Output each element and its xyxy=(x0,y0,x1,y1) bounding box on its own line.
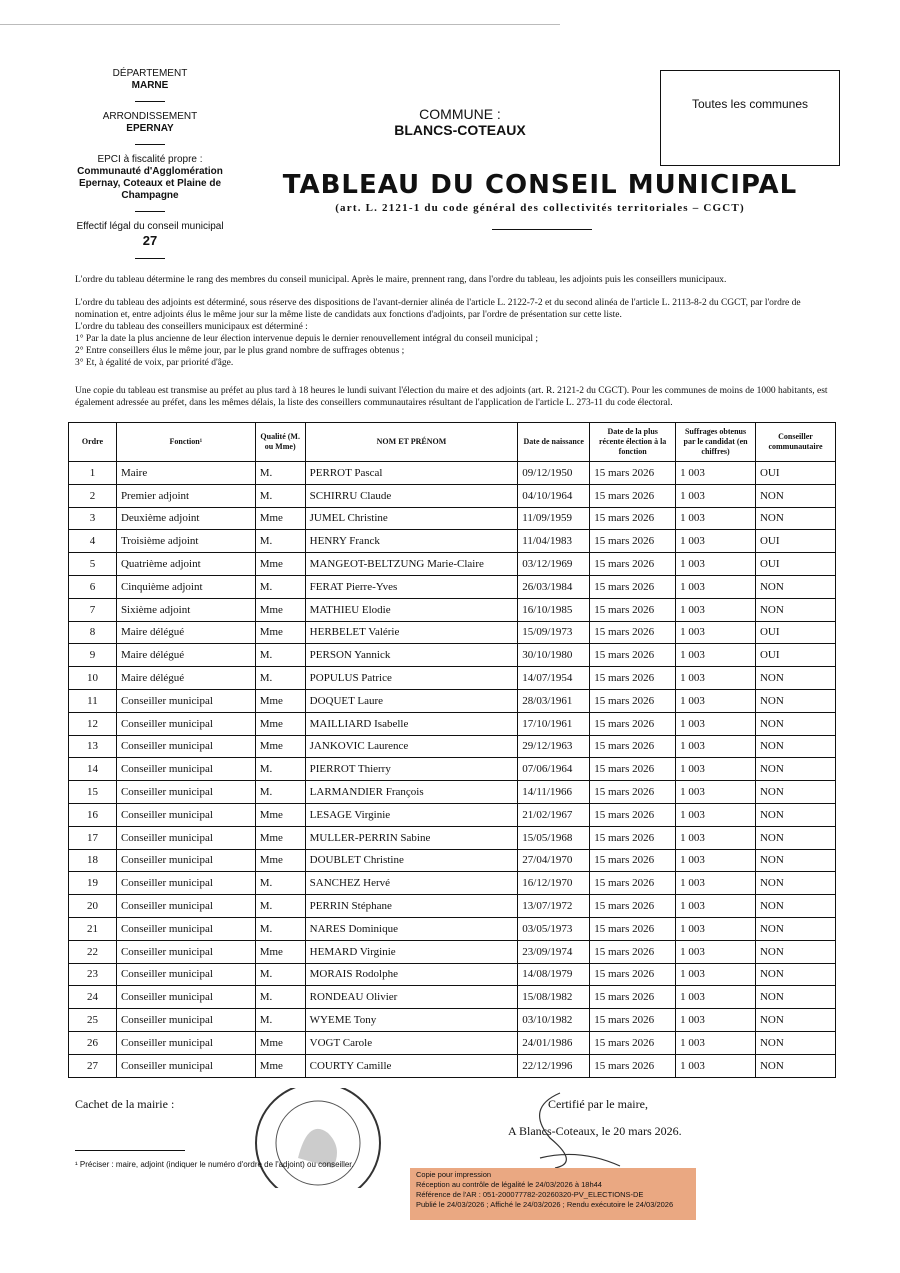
table-cell: 22 xyxy=(69,940,117,963)
column-header: Ordre xyxy=(69,423,117,462)
table-cell: 15 mars 2026 xyxy=(590,644,676,667)
table-row xyxy=(69,712,836,735)
table-cell: NON xyxy=(755,917,835,940)
table-cell: 14/11/1966 xyxy=(518,781,590,804)
table-cell: Conseiller municipal xyxy=(116,712,255,735)
table-cell: DOUBLET Christine xyxy=(305,849,518,872)
table-cell: Maire délégué xyxy=(116,644,255,667)
table-cell: NON xyxy=(755,895,835,918)
table-cell: Conseiller municipal xyxy=(116,849,255,872)
table-cell: 1 003 xyxy=(676,1054,756,1077)
table-cell: 1 003 xyxy=(676,826,756,849)
table-row xyxy=(69,735,836,758)
table-cell: Mme xyxy=(255,1031,305,1054)
table-cell: 1 003 xyxy=(676,553,756,576)
table-cell: M. xyxy=(255,917,305,940)
table-cell: OUI xyxy=(755,530,835,553)
table-cell: 27/04/1970 xyxy=(518,849,590,872)
departement: MARNE xyxy=(131,80,169,91)
council-table xyxy=(68,422,836,1078)
table-cell: 15 mars 2026 xyxy=(590,803,676,826)
footnote-rule xyxy=(75,1150,185,1151)
table-row xyxy=(69,530,836,553)
table-cell: 1 003 xyxy=(676,986,756,1009)
table-cell: 14 xyxy=(69,758,117,781)
table-cell: 15 mars 2026 xyxy=(590,553,676,576)
table-cell: NON xyxy=(755,803,835,826)
paragraph: Une copie du tableau est transmise au préfet au plus tard à 18 heures le lundi suivant l'élection du maire et des adjoints (art. R. 2121-2 du CGCT). Pour les communes de moins de 1000 habitants, est également adressée au préfet, dans les mêmes délais, la liste des conseillers communautaires résultant de l'application de l'article L. 273-11 du code électoral. xyxy=(75,386,828,408)
paragraph: 3° Et, à égalité de voix, par priorité d'âge. xyxy=(75,358,234,368)
table-cell: 07/06/1964 xyxy=(518,758,590,781)
table-cell: 23 xyxy=(69,963,117,986)
table-cell: 1 003 xyxy=(676,735,756,758)
table-cell: PERROT Pascal xyxy=(305,462,518,485)
table-cell: NON xyxy=(755,598,835,621)
table-cell: PERRIN Stéphane xyxy=(305,895,518,918)
table-cell: OUI xyxy=(755,621,835,644)
table-cell: 1 003 xyxy=(676,758,756,781)
table-cell: 29/12/1963 xyxy=(518,735,590,758)
effectif-label: Effectif légal du conseil municipal xyxy=(76,221,224,232)
arrondissement: EPERNAY xyxy=(126,123,174,134)
table-cell: 1 003 xyxy=(676,621,756,644)
signature xyxy=(520,1088,630,1178)
table-cell: NON xyxy=(755,1031,835,1054)
table-cell: Conseiller municipal xyxy=(116,963,255,986)
table-cell: 10 xyxy=(69,667,117,690)
table-cell: 15 mars 2026 xyxy=(590,689,676,712)
table-cell: MANGEOT-BELTZUNG Marie-Claire xyxy=(305,553,518,576)
table-row xyxy=(69,689,836,712)
column-header: NOM ET PRÉNOM xyxy=(305,423,518,462)
table-cell: 17 xyxy=(69,826,117,849)
table-row xyxy=(69,507,836,530)
column-header: Conseiller communautaire xyxy=(755,423,835,462)
table-cell: 04/10/1964 xyxy=(518,484,590,507)
table-cell: 16 xyxy=(69,803,117,826)
receipt-line: Référence de l'AR : 051-200077782-20260320-PV_ELECTIONS-DE xyxy=(416,1190,644,1199)
table-cell: NON xyxy=(755,781,835,804)
table-cell: NON xyxy=(755,1009,835,1032)
table-cell: Conseiller municipal xyxy=(116,1009,255,1032)
table-cell: Quatrième adjoint xyxy=(116,553,255,576)
commune-name: BLANCS-COTEAUX xyxy=(394,122,526,138)
commune-block xyxy=(360,106,560,138)
table-cell: 21/02/1967 xyxy=(518,803,590,826)
table-cell: 1 003 xyxy=(676,575,756,598)
table-row xyxy=(69,963,836,986)
table-cell: Mme xyxy=(255,507,305,530)
table-cell: POPULUS Patrice xyxy=(305,667,518,690)
table-cell: 1 003 xyxy=(676,872,756,895)
table-cell: 03/12/1969 xyxy=(518,553,590,576)
table-cell: 7 xyxy=(69,598,117,621)
table-cell: NON xyxy=(755,986,835,1009)
paragraph: L'ordre du tableau des conseillers municipaux est déterminé : xyxy=(75,322,308,332)
table-cell: 1 003 xyxy=(676,644,756,667)
table-cell: 1 003 xyxy=(676,895,756,918)
effectif: 27 xyxy=(142,233,158,248)
table-cell: Maire délégué xyxy=(116,667,255,690)
table-cell: Conseiller municipal xyxy=(116,917,255,940)
table-cell: MORAIS Rodolphe xyxy=(305,963,518,986)
cachet-label: Cachet de la mairie : xyxy=(75,1097,175,1111)
table-cell: 30/10/1980 xyxy=(518,644,590,667)
table-cell: 1 003 xyxy=(676,712,756,735)
table-cell: NON xyxy=(755,575,835,598)
table-cell: 11/09/1959 xyxy=(518,507,590,530)
table-cell: 15 mars 2026 xyxy=(590,735,676,758)
table-cell: 14/07/1954 xyxy=(518,667,590,690)
table-cell: 15 xyxy=(69,781,117,804)
table-cell: 15 mars 2026 xyxy=(590,758,676,781)
table-cell: NON xyxy=(755,1054,835,1077)
table-cell: 1 003 xyxy=(676,667,756,690)
table-cell: VOGT Carole xyxy=(305,1031,518,1054)
table-cell: Conseiller municipal xyxy=(116,1031,255,1054)
table-cell: Maire xyxy=(116,462,255,485)
table-cell: Mme xyxy=(255,735,305,758)
table-cell: 15 mars 2026 xyxy=(590,1009,676,1032)
table-cell: 03/05/1973 xyxy=(518,917,590,940)
table-cell: WYEME Tony xyxy=(305,1009,518,1032)
table-cell: 24 xyxy=(69,986,117,1009)
commune-label: COMMUNE : xyxy=(419,106,501,122)
table-cell: OUI xyxy=(755,553,835,576)
table-cell: M. xyxy=(255,530,305,553)
table-cell: NON xyxy=(755,712,835,735)
column-header: Qualité (M. ou Mme) xyxy=(255,423,305,462)
table-cell: JUMEL Christine xyxy=(305,507,518,530)
epci-label: EPCI à fiscalité propre : xyxy=(97,154,203,165)
table-cell: 15/09/1973 xyxy=(518,621,590,644)
table-row xyxy=(69,667,836,690)
table-cell: Conseiller municipal xyxy=(116,940,255,963)
paragraph: L'ordre du tableau des adjoints est déterminé, sous réserve des dispositions de l'avant-dernier alinéa de l'article L. 2122-7-2 et du second alinéa de l'article L. 2113-8-2 du CGCT, par l'ordre de nomination et, entre adjoints élus le même jour sur la même liste de candidats aux fonctions d'adjoints, par l'ordre de présentation sur cette liste. xyxy=(75,298,801,320)
table-cell: PIERROT Thierry xyxy=(305,758,518,781)
page-title: TABLEAU DU CONSEIL MUNICIPAL xyxy=(282,170,798,200)
table-cell: 15 mars 2026 xyxy=(590,963,676,986)
table-row xyxy=(69,553,836,576)
table-cell: 23/09/1974 xyxy=(518,940,590,963)
table-cell: 1 003 xyxy=(676,530,756,553)
table-cell: NON xyxy=(755,758,835,781)
table-cell: 1 003 xyxy=(676,940,756,963)
table-cell: 09/12/1950 xyxy=(518,462,590,485)
legality-receipt xyxy=(410,1168,696,1220)
table-cell: 28/03/1961 xyxy=(518,689,590,712)
paragraph: 1° Par la date la plus ancienne de leur élection intervenue depuis le dernier renouvellement intégral du conseil municipal ; xyxy=(75,334,539,344)
table-cell: 1 003 xyxy=(676,484,756,507)
table-cell: Maire délégué xyxy=(116,621,255,644)
table-cell: M. xyxy=(255,758,305,781)
table-row xyxy=(69,644,836,667)
table-row xyxy=(69,917,836,940)
table-cell: 15 mars 2026 xyxy=(590,826,676,849)
table-cell: M. xyxy=(255,963,305,986)
table-cell: Conseiller municipal xyxy=(116,689,255,712)
certified-label: Certifié par le maire, xyxy=(548,1097,648,1111)
table-cell: M. xyxy=(255,644,305,667)
table-cell: 15 mars 2026 xyxy=(590,895,676,918)
table-cell: NON xyxy=(755,849,835,872)
table-cell: 20 xyxy=(69,895,117,918)
table-cell: NON xyxy=(755,735,835,758)
table-cell: Mme xyxy=(255,826,305,849)
table-cell: 15/05/1968 xyxy=(518,826,590,849)
table-row xyxy=(69,1009,836,1032)
table-cell: 1 xyxy=(69,462,117,485)
table-cell: 15 mars 2026 xyxy=(590,849,676,872)
column-header: Date de naissance xyxy=(518,423,590,462)
table-cell: LESAGE Virginie xyxy=(305,803,518,826)
table-cell: 15 mars 2026 xyxy=(590,530,676,553)
table-cell: 15 mars 2026 xyxy=(590,507,676,530)
table-cell: 1 003 xyxy=(676,963,756,986)
table-cell: 21 xyxy=(69,917,117,940)
table-cell: 3 xyxy=(69,507,117,530)
table-cell: Mme xyxy=(255,712,305,735)
table-cell: 15 mars 2026 xyxy=(590,598,676,621)
table-cell: 15 mars 2026 xyxy=(590,484,676,507)
table-cell: 8 xyxy=(69,621,117,644)
table-cell: MULLER-PERRIN Sabine xyxy=(305,826,518,849)
table-cell: 4 xyxy=(69,530,117,553)
table-cell: NON xyxy=(755,667,835,690)
table-cell: 16/10/1985 xyxy=(518,598,590,621)
table-row xyxy=(69,803,836,826)
table-cell: 19 xyxy=(69,872,117,895)
paragraph: 2° Entre conseillers élus le même jour, par le plus grand nombre de suffrages obtenus ; xyxy=(75,346,405,356)
table-cell: Premier adjoint xyxy=(116,484,255,507)
table-cell: OUI xyxy=(755,462,835,485)
table-cell: 16/12/1970 xyxy=(518,872,590,895)
table-cell: COURTY Camille xyxy=(305,1054,518,1077)
scope-label: Toutes les communes xyxy=(691,97,809,111)
table-cell: 15 mars 2026 xyxy=(590,917,676,940)
table-cell: 1 003 xyxy=(676,462,756,485)
title-divider xyxy=(492,229,592,230)
page-subtitle: (art. L. 2121-1 du code général des collectivités territoriales – CGCT) xyxy=(335,202,745,214)
table-cell: NON xyxy=(755,507,835,530)
footnote: ¹ Préciser : maire, adjoint (indiquer le numéro d'ordre de l'adjoint) ou conseiller. xyxy=(75,1160,354,1169)
table-cell: Cinquième adjoint xyxy=(116,575,255,598)
table-cell: 17/10/1961 xyxy=(518,712,590,735)
table-cell: 15 mars 2026 xyxy=(590,1054,676,1077)
table-cell: Mme xyxy=(255,849,305,872)
table-cell: M. xyxy=(255,462,305,485)
table-cell: SCHIRRU Claude xyxy=(305,484,518,507)
table-cell: M. xyxy=(255,986,305,1009)
table-cell: 15 mars 2026 xyxy=(590,575,676,598)
table-cell: 15 mars 2026 xyxy=(590,667,676,690)
receipt-line: Publié le 24/03/2026 ; Affiché le 24/03/2026 ; Rendu exécutoire le 24/03/2026 xyxy=(416,1200,674,1209)
table-cell: 6 xyxy=(69,575,117,598)
table-row xyxy=(69,826,836,849)
table-cell: 1 003 xyxy=(676,1031,756,1054)
table-cell: 1 003 xyxy=(676,803,756,826)
table-cell: 15 mars 2026 xyxy=(590,872,676,895)
table-cell: M. xyxy=(255,895,305,918)
table-cell: HERBELET Valérie xyxy=(305,621,518,644)
table-cell: 14/08/1979 xyxy=(518,963,590,986)
table-cell: 12 xyxy=(69,712,117,735)
table-cell: LARMANDIER François xyxy=(305,781,518,804)
table-cell: M. xyxy=(255,667,305,690)
table-cell: 11 xyxy=(69,689,117,712)
table-cell: Mme xyxy=(255,621,305,644)
column-header: Fonction¹ xyxy=(116,423,255,462)
table-cell: Conseiller municipal xyxy=(116,1054,255,1077)
table-row xyxy=(69,758,836,781)
table-cell: 1 003 xyxy=(676,849,756,872)
table-cell: Conseiller municipal xyxy=(116,735,255,758)
table-cell: 15 mars 2026 xyxy=(590,621,676,644)
table-cell: 15/08/1982 xyxy=(518,986,590,1009)
mairie-stamp xyxy=(248,1088,388,1188)
receipt-line: Copie pour impression xyxy=(416,1170,492,1179)
table-cell: Deuxième adjoint xyxy=(116,507,255,530)
table-cell: HENRY Franck xyxy=(305,530,518,553)
table-row xyxy=(69,484,836,507)
table-cell: MATHIEU Elodie xyxy=(305,598,518,621)
table-cell: JANKOVIC Laurence xyxy=(305,735,518,758)
scope-box xyxy=(660,70,840,166)
table-cell: NON xyxy=(755,940,835,963)
table-cell: Mme xyxy=(255,940,305,963)
table-cell: Conseiller municipal xyxy=(116,895,255,918)
table-row xyxy=(69,986,836,1009)
table-cell: Conseiller municipal xyxy=(116,872,255,895)
table-cell: 25 xyxy=(69,1009,117,1032)
table-cell: 1 003 xyxy=(676,1009,756,1032)
table-row xyxy=(69,575,836,598)
scan-line xyxy=(0,24,560,25)
table-cell: NON xyxy=(755,826,835,849)
epci: Communauté d'Agglomération Epernay, Coteaux et Plaine de Champagne xyxy=(77,166,223,201)
table-cell: M. xyxy=(255,575,305,598)
table-row xyxy=(69,1054,836,1077)
table-cell: MAILLIARD Isabelle xyxy=(305,712,518,735)
table-cell: 24/01/1986 xyxy=(518,1031,590,1054)
table-cell: 22/12/1996 xyxy=(518,1054,590,1077)
table-cell: M. xyxy=(255,781,305,804)
table-cell: Mme xyxy=(255,1054,305,1077)
table-cell: 1 003 xyxy=(676,689,756,712)
table-cell: Conseiller municipal xyxy=(116,986,255,1009)
table-cell: 18 xyxy=(69,849,117,872)
arrondissement-label: ARRONDISSEMENT xyxy=(102,111,198,122)
table-cell: NON xyxy=(755,872,835,895)
table-cell: OUI xyxy=(755,644,835,667)
table-row xyxy=(69,621,836,644)
table-cell: 26 xyxy=(69,1031,117,1054)
table-cell: Mme xyxy=(255,689,305,712)
admin-info xyxy=(60,68,240,268)
table-row xyxy=(69,781,836,804)
table-cell: Sixième adjoint xyxy=(116,598,255,621)
departement-label: DÉPARTEMENT xyxy=(112,68,188,79)
paragraph: L'ordre du tableau détermine le rang des membres du conseil municipal. Après le maire, prennent rang, dans l'ordre du tableau, les adjoints puis les conseillers municipaux. xyxy=(75,275,727,285)
table-cell: NON xyxy=(755,689,835,712)
table-row xyxy=(69,940,836,963)
table-cell: 15 mars 2026 xyxy=(590,712,676,735)
table-row xyxy=(69,462,836,485)
table-cell: 15 mars 2026 xyxy=(590,462,676,485)
table-cell: 1 003 xyxy=(676,507,756,530)
table-cell: 2 xyxy=(69,484,117,507)
table-cell: Mme xyxy=(255,553,305,576)
table-cell: NON xyxy=(755,484,835,507)
table-cell: 9 xyxy=(69,644,117,667)
table-cell: Conseiller municipal xyxy=(116,803,255,826)
table-cell: 15 mars 2026 xyxy=(590,781,676,804)
table-cell: 13/07/1972 xyxy=(518,895,590,918)
table-cell: 15 mars 2026 xyxy=(590,940,676,963)
table-cell: 11/04/1983 xyxy=(518,530,590,553)
table-cell: M. xyxy=(255,872,305,895)
table-row xyxy=(69,895,836,918)
table-cell: 1 003 xyxy=(676,781,756,804)
table-cell: 15 mars 2026 xyxy=(590,986,676,1009)
table-cell: Mme xyxy=(255,598,305,621)
table-cell: 5 xyxy=(69,553,117,576)
table-cell: 03/10/1982 xyxy=(518,1009,590,1032)
table-cell: RONDEAU Olivier xyxy=(305,986,518,1009)
table-cell: FERAT Pierre-Yves xyxy=(305,575,518,598)
table-cell: SANCHEZ Hervé xyxy=(305,872,518,895)
table-cell: 15 mars 2026 xyxy=(590,1031,676,1054)
table-cell: 26/03/1984 xyxy=(518,575,590,598)
table-cell: Conseiller municipal xyxy=(116,826,255,849)
table-cell: 13 xyxy=(69,735,117,758)
table-cell: DOQUET Laure xyxy=(305,689,518,712)
table-cell: HEMARD Virginie xyxy=(305,940,518,963)
table-row xyxy=(69,849,836,872)
column-header: Date de la plus récente élection à la fonction xyxy=(590,423,676,462)
table-cell: M. xyxy=(255,484,305,507)
table-cell: 27 xyxy=(69,1054,117,1077)
receipt-line: Réception au contrôle de légalité le 24/03/2026 à 18h44 xyxy=(416,1180,602,1189)
table-cell: NARES Dominique xyxy=(305,917,518,940)
place-date: A Blancs-Coteaux, le 20 mars 2026. xyxy=(508,1124,682,1138)
table-cell: 1 003 xyxy=(676,598,756,621)
table-row xyxy=(69,598,836,621)
table-cell: PERSON Yannick xyxy=(305,644,518,667)
table-cell: 1 003 xyxy=(676,917,756,940)
table-row xyxy=(69,1031,836,1054)
table-row xyxy=(69,872,836,895)
table-cell: Mme xyxy=(255,803,305,826)
table-cell: NON xyxy=(755,963,835,986)
column-header: Suffrages obtenus par le candidat (en chiffres) xyxy=(676,423,756,462)
table-cell: M. xyxy=(255,1009,305,1032)
table-cell: Conseiller municipal xyxy=(116,781,255,804)
table-cell: Troisième adjoint xyxy=(116,530,255,553)
table-cell: Conseiller municipal xyxy=(116,758,255,781)
